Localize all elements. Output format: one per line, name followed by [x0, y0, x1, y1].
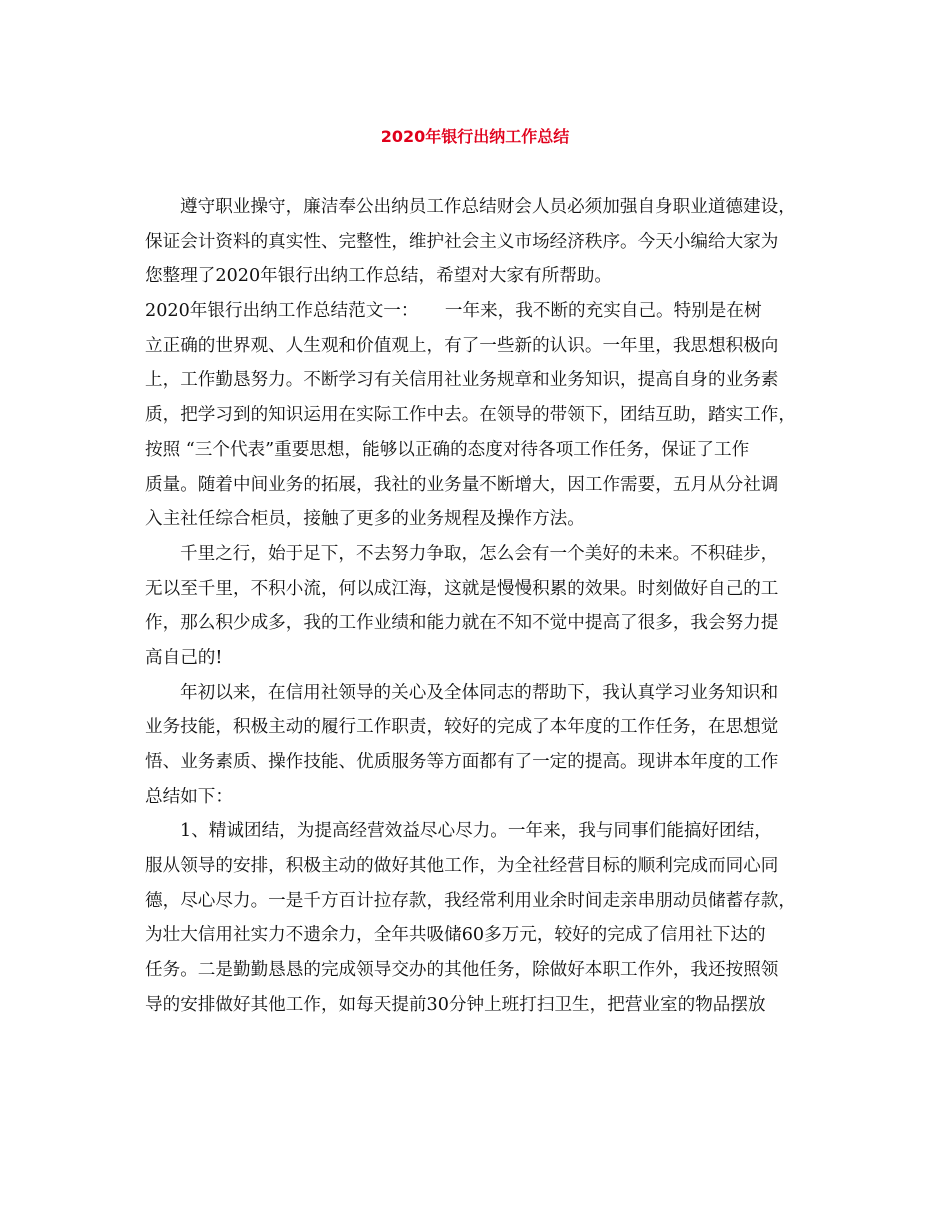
text-line: 业务技能，积极主动的履行工作职责，较好的完成了本年度的工作任务，在思想觉: [145, 717, 779, 738]
text-line: 质，把学习到的知识运用在实际工作中去。在领导的带领下，团结互助，踏实工作，: [145, 405, 796, 426]
text-line: 悟、业务素质、操作技能、优质服务等方面都有了一定的提高。现讲本年度的工作: [145, 752, 779, 772]
text-line: 按照 “三个代表”重要思想，能够以正确的态度对待各项工作任务，保证了工作: [145, 439, 750, 460]
text-line: 高自己的!: [145, 647, 223, 668]
text-line: 保证会计资料的真实性、完整性，维护社会主义市场经济秩序。今天小编给大家为: [145, 231, 779, 252]
text-line: 无以至千里，不积小流，何以成江海，这就是慢慢积累的效果。时刻做好自己的工: [145, 578, 779, 599]
text-line: 服从领导的安排，积极主动的做好其他工作，为全社经营目标的顺利完成而同心同: [145, 856, 779, 877]
text-line: 2020年银行出纳工作总结范文一： 一年来，我不断的充实自己。特别是在树: [145, 301, 762, 322]
text-line: 遵守职业操守，廉洁奉公出纳员工作总结财会人员必须加强自身职业道德建设，: [180, 197, 796, 217]
text-line: 1、精诚团结，为提高经营效益尽心尽力。一年来，我与同事们能搞好团结，: [180, 821, 772, 842]
text-line: 任务。二是勤勤恳恳的完成领导交办的其他任务，除做好本职工作外，我还按照领: [145, 960, 779, 981]
text-line: 上，工作勤恳努力。不断学习有关信用社业务规章和业务知识，提高自身的业务素: [145, 370, 779, 391]
text-line: 作，那么积少成多，我的工作业绩和能力就在不知不觉中提高了很多，我会努力提: [145, 613, 779, 634]
text-line: 您整理了2020年银行出纳工作总结，希望对大家有所帮助。: [145, 266, 613, 287]
text-line: 为壮大信用社实力不遗余力，全年共吸储60多万元，较好的完成了信用社下达的: [145, 925, 766, 946]
text-line: 总结如下：: [145, 786, 233, 807]
text-line: 千里之行，始于足下，不去努力争取，怎么会有一个美好的未来。不积硅步，: [180, 543, 779, 564]
text-line: 年初以来，在信用社领导的关心及全体同志的帮助下，我认真学习业务知识和: [180, 682, 779, 703]
document-title: 2020年银行出纳工作总结: [380, 127, 570, 146]
text-line: 德，尽心尽力。一是千方百计拉存款，我经常利用业余时间走亲串朋动员储蓄存款，: [145, 890, 796, 911]
text-line: 质量。随着中间业务的拓展，我社的业务量不断增大，因工作需要，五月从分社调: [145, 474, 779, 495]
text-line: 入主社任综合柜员，接触了更多的业务规程及操作方法。: [145, 509, 585, 530]
text-line: 导的安排做好其他工作，如每天提前30分钟上班打扫卫生，把营业室的物品摆放: [145, 994, 766, 1015]
text-line: 立正确的世界观、人生观和价值观上，有了一些新的认识。一年里，我思想积极向: [145, 335, 779, 356]
document-body: [145, 190, 825, 1023]
